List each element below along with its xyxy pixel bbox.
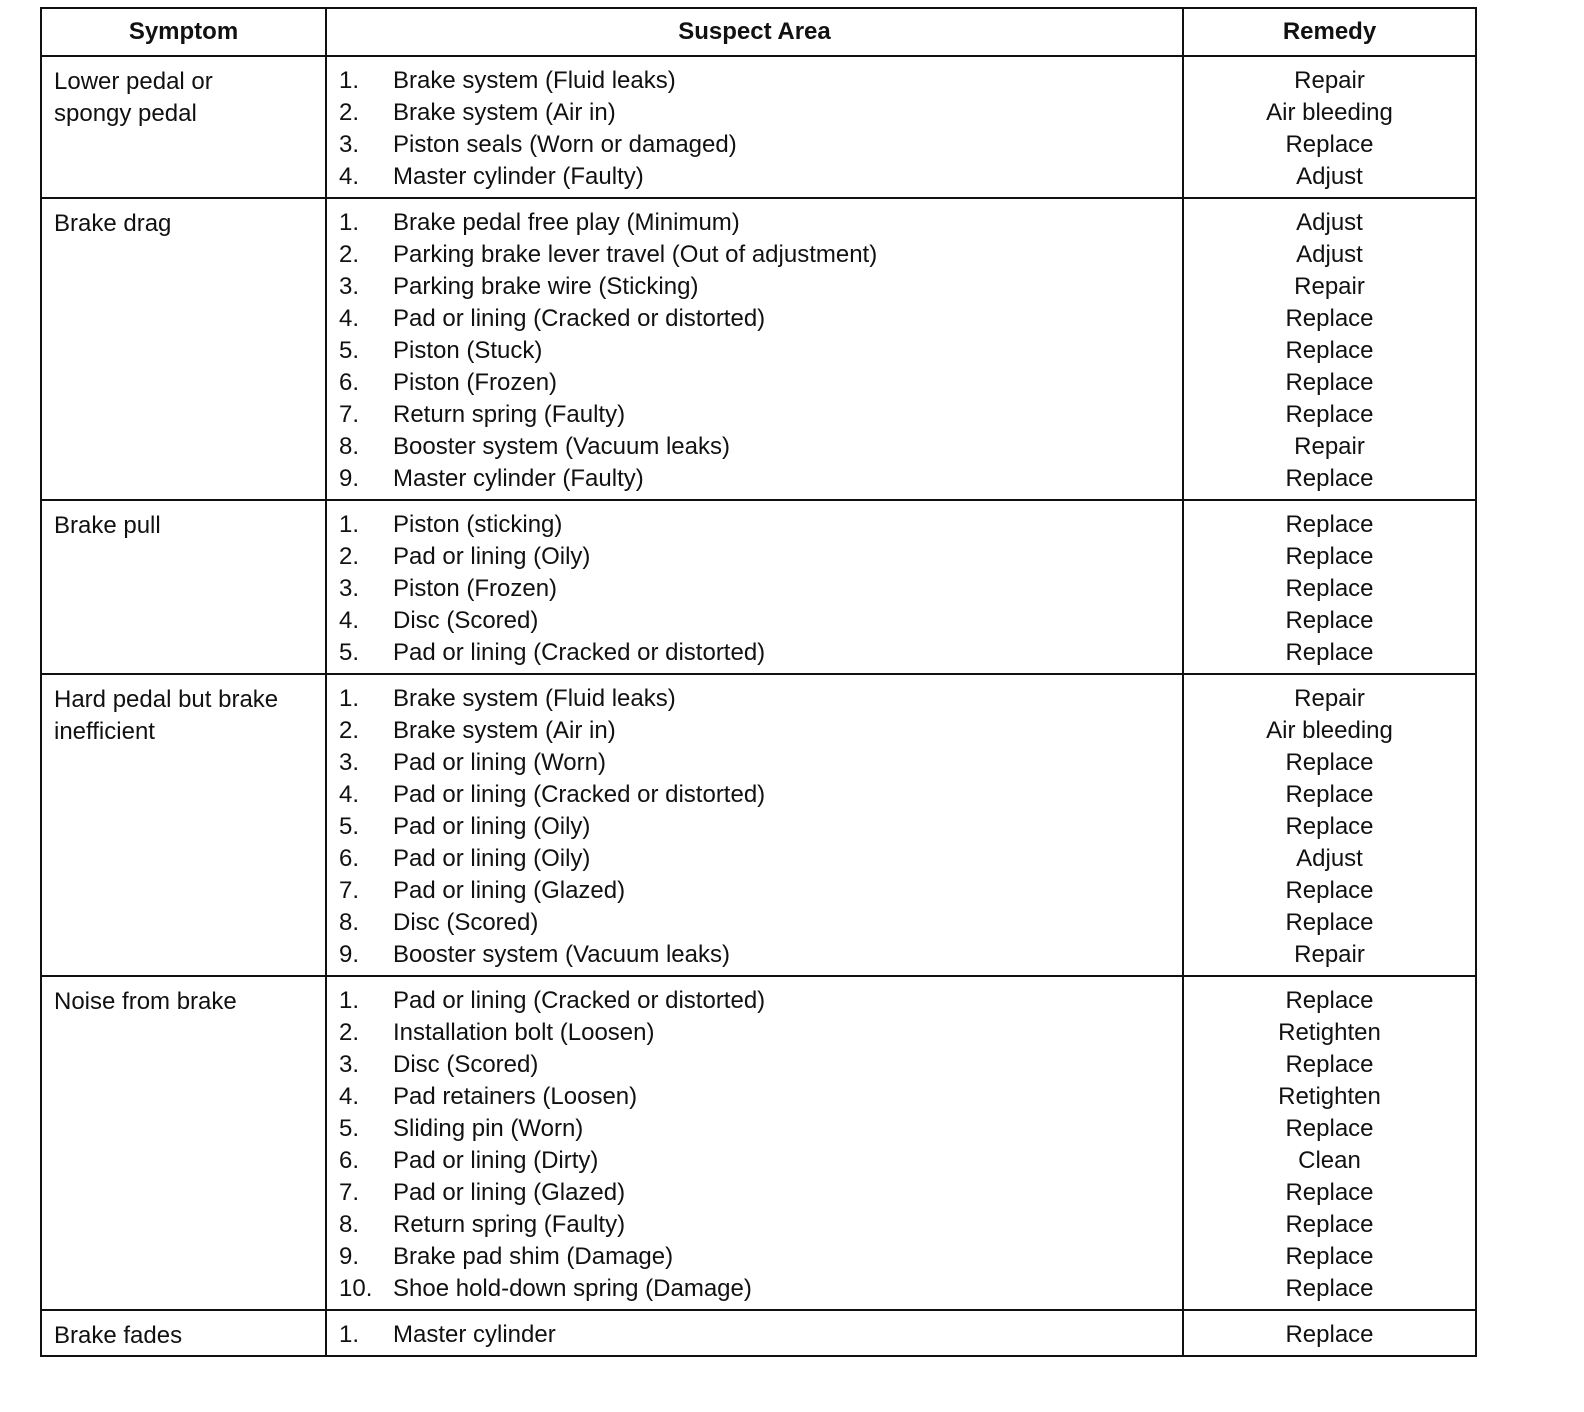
item-number: 9.	[339, 941, 360, 968]
item-remedy: Air bleeding	[1266, 717, 1393, 744]
item-number: 5.	[339, 813, 360, 840]
suspect-area-item	[327, 1081, 1182, 1113]
symptom-group	[42, 57, 1475, 199]
remedy-cell	[1184, 675, 1475, 975]
item-number: 3.	[339, 273, 360, 300]
suspect-area-cell	[327, 199, 1184, 499]
suspect-area-item	[327, 605, 1182, 637]
suspect-area-item	[327, 463, 1182, 495]
item-suspect-area: Brake pedal free play (Minimum)	[393, 209, 740, 236]
item-remedy: Adjust	[1296, 845, 1363, 872]
item-number: 3.	[339, 749, 360, 776]
suspect-area-item	[327, 335, 1182, 367]
item-remedy: Replace	[1285, 639, 1374, 666]
item-suspect-area: Pad or lining (Cracked or distorted)	[393, 781, 766, 808]
suspect-area-item	[327, 811, 1182, 843]
item-suspect-area: Piston (Frozen)	[393, 369, 558, 396]
item-remedy: Replace	[1285, 575, 1374, 602]
item-remedy: Retighten	[1278, 1019, 1381, 1046]
suspect-area-item	[327, 1177, 1182, 1209]
item-remedy: Replace	[1285, 1243, 1374, 1270]
suspect-area-item	[327, 747, 1182, 779]
header-suspect-area: Suspect Area	[327, 9, 1184, 55]
suspect-area-cell	[327, 977, 1184, 1309]
suspect-area-cell	[327, 675, 1184, 975]
item-remedy: Replace	[1285, 607, 1374, 634]
item-number: 4.	[339, 305, 360, 332]
item-remedy: Replace	[1285, 1275, 1374, 1302]
item-suspect-area: Shoe hold-down spring (Damage)	[393, 1275, 752, 1302]
item-remedy: Replace	[1285, 1179, 1374, 1206]
symptom-group	[42, 977, 1475, 1311]
item-number: 7.	[339, 401, 360, 428]
item-suspect-area: Master cylinder (Faulty)	[393, 465, 644, 492]
suspect-area-cell	[327, 1311, 1184, 1355]
symptom-group	[42, 1311, 1475, 1355]
item-suspect-area: Disc (Scored)	[393, 607, 539, 634]
item-remedy: Replace	[1285, 909, 1374, 936]
item-suspect-area: Pad or lining (Oily)	[393, 813, 591, 840]
item-remedy: Adjust	[1296, 209, 1363, 236]
suspect-area-item	[327, 1017, 1182, 1049]
item-suspect-area: Pad or lining (Dirty)	[393, 1147, 599, 1174]
item-number: 7.	[339, 1179, 360, 1206]
suspect-area-item	[327, 1145, 1182, 1177]
item-number: 2.	[339, 99, 360, 126]
item-suspect-area: Brake system (Air in)	[393, 99, 616, 126]
brake-troubleshooting-table	[40, 7, 1477, 1357]
item-number: 3.	[339, 575, 360, 602]
item-remedy: Replace	[1285, 1115, 1374, 1142]
remedy-cell	[1184, 57, 1475, 197]
item-number: 9.	[339, 465, 360, 492]
item-number: 2.	[339, 241, 360, 268]
item-number: 1.	[339, 511, 360, 538]
item-number: 4.	[339, 781, 360, 808]
table-body	[42, 57, 1475, 1355]
item-suspect-area: Pad or lining (Cracked or distorted)	[393, 639, 766, 666]
symptom-text: Lower pedal or spongy pedal	[54, 68, 213, 127]
item-number: 5.	[339, 337, 360, 364]
table-header-row	[42, 9, 1475, 57]
item-remedy: Repair	[1294, 685, 1365, 712]
item-suspect-area: Piston (sticking)	[393, 511, 563, 538]
suspect-area-item	[327, 1049, 1182, 1081]
suspect-area-item	[327, 907, 1182, 939]
suspect-area-item	[327, 541, 1182, 573]
item-suspect-area: Parking brake wire (Sticking)	[393, 273, 699, 300]
item-number: 1.	[339, 1321, 360, 1348]
symptom-text: Brake drag	[54, 210, 172, 237]
item-number: 5.	[339, 639, 360, 666]
suspect-area-cell	[327, 57, 1184, 197]
symptom-text: Brake pull	[54, 512, 161, 539]
item-suspect-area: Pad or lining (Oily)	[393, 845, 591, 872]
item-suspect-area: Brake system (Fluid leaks)	[393, 67, 676, 94]
item-number: 3.	[339, 131, 360, 158]
item-number: 8.	[339, 433, 360, 460]
item-suspect-area: Booster system (Vacuum leaks)	[393, 941, 730, 968]
item-number: 1.	[339, 987, 360, 1014]
item-remedy: Repair	[1294, 273, 1365, 300]
symptom-cell	[42, 57, 327, 197]
item-number: 5.	[339, 1115, 360, 1142]
symptom-group	[42, 501, 1475, 675]
item-remedy: Clean	[1298, 1147, 1361, 1174]
symptom-cell	[42, 977, 327, 1309]
item-number: 6.	[339, 369, 360, 396]
remedy-cell	[1184, 199, 1475, 499]
header-symptom: Symptom	[42, 9, 327, 55]
suspect-area-item	[327, 65, 1182, 97]
suspect-area-item	[327, 431, 1182, 463]
item-remedy: Replace	[1285, 401, 1374, 428]
item-remedy: Replace	[1285, 1051, 1374, 1078]
symptom-cell	[42, 501, 327, 673]
item-suspect-area: Brake system (Air in)	[393, 717, 616, 744]
item-number: 1.	[339, 67, 360, 94]
item-suspect-area: Piston (Stuck)	[393, 337, 543, 364]
item-suspect-area: Booster system (Vacuum leaks)	[393, 433, 730, 460]
symptom-group	[42, 199, 1475, 501]
item-suspect-area: Pad or lining (Oily)	[393, 543, 591, 570]
item-suspect-area: Disc (Scored)	[393, 909, 539, 936]
item-number: 7.	[339, 877, 360, 904]
item-suspect-area: Master cylinder	[393, 1321, 556, 1348]
remedy-cell	[1184, 1311, 1475, 1355]
item-number: 2.	[339, 543, 360, 570]
item-suspect-area: Pad or lining (Cracked or distorted)	[393, 305, 766, 332]
symptom-text: Hard pedal but brake inefficient	[54, 686, 279, 745]
remedy-cell	[1184, 501, 1475, 673]
suspect-area-cell	[327, 501, 1184, 673]
item-number: 4.	[339, 163, 360, 190]
suspect-area-item	[327, 399, 1182, 431]
item-remedy: Repair	[1294, 67, 1365, 94]
item-suspect-area: Sliding pin (Worn)	[393, 1115, 584, 1142]
suspect-area-item	[327, 161, 1182, 193]
item-number: 6.	[339, 845, 360, 872]
item-remedy: Replace	[1285, 1321, 1374, 1348]
item-remedy: Replace	[1285, 131, 1374, 158]
item-remedy: Adjust	[1296, 163, 1363, 190]
suspect-area-item	[327, 875, 1182, 907]
suspect-area-item	[327, 367, 1182, 399]
suspect-area-item	[327, 1241, 1182, 1273]
symptom-text: Noise from brake	[54, 988, 237, 1015]
item-number: 4.	[339, 1083, 360, 1110]
item-suspect-area: Disc (Scored)	[393, 1051, 539, 1078]
item-remedy: Replace	[1285, 305, 1374, 332]
suspect-area-item	[327, 129, 1182, 161]
item-remedy: Replace	[1285, 543, 1374, 570]
suspect-area-item	[327, 271, 1182, 303]
item-remedy: Repair	[1294, 941, 1365, 968]
suspect-area-item	[327, 715, 1182, 747]
item-remedy: Replace	[1285, 369, 1374, 396]
suspect-area-item	[327, 985, 1182, 1017]
item-number: 2.	[339, 717, 360, 744]
symptom-text: Brake fades	[54, 1322, 183, 1349]
symptom-cell	[42, 199, 327, 499]
suspect-area-item	[327, 683, 1182, 715]
item-remedy: Replace	[1285, 813, 1374, 840]
suspect-area-item	[327, 509, 1182, 541]
suspect-area-item	[327, 779, 1182, 811]
item-remedy: Replace	[1285, 877, 1374, 904]
item-remedy: Replace	[1285, 337, 1374, 364]
item-suspect-area: Pad retainers (Loosen)	[393, 1083, 638, 1110]
suspect-area-item	[327, 1319, 1182, 1351]
item-number: 2.	[339, 1019, 360, 1046]
item-remedy: Replace	[1285, 987, 1374, 1014]
item-suspect-area: Pad or lining (Glazed)	[393, 877, 626, 904]
suspect-area-item	[327, 1209, 1182, 1241]
suspect-area-item	[327, 939, 1182, 971]
item-remedy: Replace	[1285, 749, 1374, 776]
suspect-area-item	[327, 573, 1182, 605]
item-number: 8.	[339, 1211, 360, 1238]
item-suspect-area: Brake pad shim (Damage)	[393, 1243, 674, 1270]
item-number: 3.	[339, 1051, 360, 1078]
symptom-group	[42, 675, 1475, 977]
symptom-cell	[42, 675, 327, 975]
item-suspect-area: Parking brake lever travel (Out of adjustment)	[393, 241, 878, 268]
item-number: 9.	[339, 1243, 360, 1270]
suspect-area-item	[327, 843, 1182, 875]
item-remedy: Retighten	[1278, 1083, 1381, 1110]
item-number: 6.	[339, 1147, 360, 1174]
item-suspect-area: Pad or lining (Glazed)	[393, 1179, 626, 1206]
item-remedy: Replace	[1285, 511, 1374, 538]
item-suspect-area: Piston seals (Worn or damaged)	[393, 131, 737, 158]
item-suspect-area: Pad or lining (Worn)	[393, 749, 606, 776]
suspect-area-item	[327, 207, 1182, 239]
suspect-area-item	[327, 97, 1182, 129]
item-remedy: Air bleeding	[1266, 99, 1393, 126]
item-number: 4.	[339, 607, 360, 634]
remedy-cell	[1184, 977, 1475, 1309]
suspect-area-item	[327, 1273, 1182, 1305]
symptom-cell	[42, 1311, 327, 1355]
suspect-area-item	[327, 1113, 1182, 1145]
item-remedy: Replace	[1285, 781, 1374, 808]
item-number: 10.	[339, 1275, 373, 1302]
item-number: 1.	[339, 209, 360, 236]
item-remedy: Repair	[1294, 433, 1365, 460]
item-suspect-area: Return spring (Faulty)	[393, 1211, 626, 1238]
suspect-area-item	[327, 303, 1182, 335]
item-remedy: Replace	[1285, 1211, 1374, 1238]
item-suspect-area: Master cylinder (Faulty)	[393, 163, 644, 190]
item-suspect-area: Pad or lining (Cracked or distorted)	[393, 987, 766, 1014]
item-suspect-area: Return spring (Faulty)	[393, 401, 626, 428]
header-remedy: Remedy	[1282, 18, 1377, 45]
item-suspect-area: Piston (Frozen)	[393, 575, 558, 602]
item-remedy: Adjust	[1296, 241, 1363, 268]
item-suspect-area: Brake system (Fluid leaks)	[393, 685, 676, 712]
suspect-area-item	[327, 637, 1182, 669]
item-suspect-area: Installation bolt (Loosen)	[393, 1019, 655, 1046]
suspect-area-item	[327, 239, 1182, 271]
item-remedy: Replace	[1285, 465, 1374, 492]
item-number: 1.	[339, 685, 360, 712]
item-number: 8.	[339, 909, 360, 936]
